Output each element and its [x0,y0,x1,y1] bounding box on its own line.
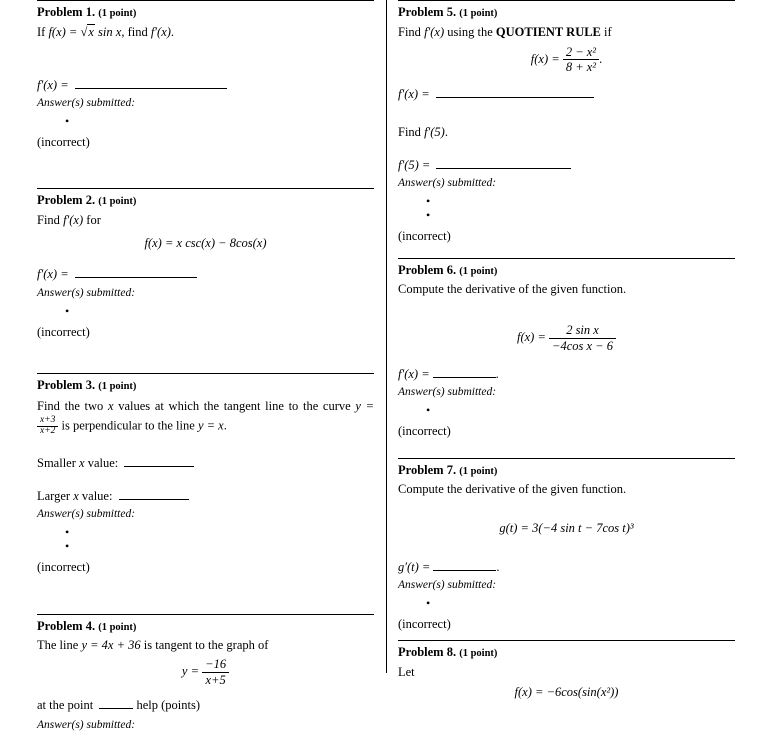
fraction [563,45,599,75]
fraction [202,657,229,687]
problem-heading [398,262,735,279]
answer-label: value: [81,489,113,504]
answer-blank [99,696,133,709]
problem-statement [37,24,374,40]
section-rule [37,373,374,374]
math-variable: x [79,455,85,470]
submitted-label: Answer(s) submitted: [398,177,497,190]
quotient-rule-emphasis: QUOTIENT RULE [495,24,601,39]
math-expression: f′(x) [424,24,445,39]
answer-line [398,156,735,173]
text-fragment: values at which the tangent line to the curve [118,398,351,413]
fraction-numerator: −16 [202,657,229,672]
section-rule [37,0,374,1]
display-formula [398,323,735,353]
answer-line [398,365,735,382]
submitted-label: Answer(s) submitted: [37,97,136,110]
text-fragment: using the [447,24,493,39]
math-expression: y = 4x + 36 [81,638,141,653]
fraction-numerator: x+3 [37,416,58,427]
text-fragment: Find the two [37,398,104,413]
problem-points: (1 point) [459,648,498,660]
status-incorrect: (incorrect) [37,560,90,575]
answer-line [398,85,735,102]
answer-label: at the point [37,698,94,713]
math-expression: y = [355,398,375,413]
display-formula: f(x) = x csc(x) − 8cos(x) [144,236,267,251]
display-formula: f(x) = −6cos(sin(x²)) [514,685,619,700]
problem-statement [398,24,735,40]
math-variable: x [107,398,114,413]
text-fragment: . [496,559,500,574]
fraction-denominator: x+2 [40,425,56,436]
problem-statement [398,124,735,140]
problem-heading [398,644,735,661]
problem-title: Problem 2. [37,193,96,208]
problem-4 [37,618,374,733]
text-fragment: Find [398,124,421,139]
answer-label: f′(x) = [398,86,430,101]
problem-title: Problem 6. [398,262,457,277]
text-fragment: If [37,24,46,39]
problem-7 [398,462,735,633]
answer-line [398,558,735,575]
text-fragment: is perpendicular to the line [61,418,195,433]
answer-line [37,265,374,282]
fraction-denominator: 8 + x² [565,60,597,75]
problem-heading [398,4,735,21]
math-expression: sin x [98,24,122,39]
answer-label: Larger [37,489,71,504]
section-rule [37,614,374,615]
text-fragment: Find [398,24,421,39]
sqrt-expression [80,24,94,39]
right-column [398,0,735,700]
section-rule [398,640,735,641]
math-expression: f(x) = [530,51,560,66]
problem-5 [398,4,735,245]
submitted-label: Answer(s) submitted: [398,386,497,399]
inline-fraction [37,416,58,437]
section-rule [398,258,735,259]
text-fragment: . [599,51,603,66]
display-formula: g(t) = 3(−4 sin t − 7cos t)³ [499,520,634,535]
answer-label: f′(x) = [398,367,430,382]
text-fragment: Let [398,664,415,679]
problem-heading [37,4,374,21]
problem-points: (1 point) [459,465,498,477]
problem-statement [37,637,374,653]
display-formula [398,45,735,75]
fraction [549,323,616,353]
math-expression: f(x) = [517,330,546,345]
math-expression: f′(x) [150,24,171,39]
problem-points: (1 point) [98,621,137,633]
answer-label: f′(x) = [37,77,69,92]
bullet: • [65,525,70,540]
problem-heading [37,618,374,635]
text-fragment: Find [37,212,60,227]
section-rule [398,458,735,459]
text-fragment: if [604,24,612,39]
answer-label: Smaller [37,455,76,470]
problem-points: (1 point) [459,265,498,277]
problem-points: (1 point) [98,196,137,208]
radicand: x [88,24,94,39]
bullet: • [65,539,70,554]
problem-points: (1 point) [98,8,137,19]
math-expression: y = [181,664,200,679]
problem-heading [37,377,374,394]
status-incorrect: (incorrect) [37,135,90,150]
text-fragment: . [444,124,448,139]
problem-heading [398,462,735,479]
math-variable: x [73,489,79,504]
text-fragment: The line [37,638,79,653]
left-column [37,0,374,733]
text-fragment: , find [121,24,148,39]
problem-statement [398,664,735,680]
fraction-numerator: 2 sin x [549,323,616,338]
status-incorrect: (incorrect) [37,324,90,339]
text-fragment: Compute the derivative of the given function. [398,482,627,497]
text-fragment: . [495,367,499,382]
section-rule [398,0,735,1]
status-incorrect: (incorrect) [398,424,451,439]
problem-statement [37,397,374,437]
answer-blank [75,76,227,89]
answer-label: f′(5) = [398,158,431,173]
problem-8 [398,644,735,700]
text-fragment: . [170,24,175,39]
math-expression: f(x) = [48,24,78,39]
submitted-label: Answer(s) submitted: [37,508,136,521]
column-divider [386,0,387,673]
problem-statement [398,281,735,297]
problem-heading [37,192,374,209]
problem-title: Problem 5. [398,5,457,19]
section-rule [37,188,374,189]
bullet: • [426,595,431,610]
problem-title: Problem 4. [37,618,96,633]
problem-title: Problem 1. [37,5,96,19]
answer-blank [119,487,189,500]
bullet: • [426,403,431,418]
bullet: • [65,114,70,129]
submitted-label: Answer(s) submitted: [37,719,136,732]
bullet: • [426,208,431,223]
problem-points: (1 point) [98,380,137,392]
math-expression: f′(5) [424,124,445,139]
answer-blank [124,454,194,467]
answer-line [37,76,374,93]
answer-line [37,487,374,504]
text-fragment: . [223,418,227,433]
text-fragment: is tangent to the graph of [143,638,269,653]
text-fragment: for [86,212,101,227]
problem-title: Problem 3. [37,377,96,392]
bullet: • [426,194,431,209]
answer-blank [433,558,496,571]
answer-blank [75,265,197,278]
answer-label: g′(t) = [398,559,431,574]
answer-blank [436,156,571,169]
problem-1 [37,4,374,150]
fraction-numerator: 2 − x² [563,45,599,60]
answer-label: f′(x) = [37,267,69,282]
fraction-denominator: −4cos x − 6 [552,338,613,353]
problem-6 [398,262,735,440]
math-expression: f′(x) [63,212,84,227]
problem-statement [398,481,735,497]
problem-title: Problem 8. [398,645,457,660]
radical-sign: √ [80,24,88,39]
problem-points: (1 point) [459,8,498,19]
problem-statement [37,212,374,228]
answer-blank [436,85,594,98]
problem-3 [37,377,374,576]
problem-title: Problem 7. [398,462,457,477]
submitted-label: Answer(s) submitted: [398,579,497,592]
answer-line [37,696,374,713]
status-incorrect: (incorrect) [398,616,451,631]
status-incorrect: (incorrect) [398,229,451,244]
math-expression: y = x [197,418,224,433]
bullet: • [65,303,70,318]
submitted-label: Answer(s) submitted: [37,286,136,299]
display-formula [37,657,374,687]
answer-blank [433,365,496,378]
answer-label: value: [87,455,119,470]
answer-line [37,454,374,471]
problem-2 [37,192,374,340]
help-link: help (points) [136,698,201,713]
text-fragment: Compute the derivative of the given function. [398,282,627,297]
fraction-denominator: x+5 [205,672,226,687]
